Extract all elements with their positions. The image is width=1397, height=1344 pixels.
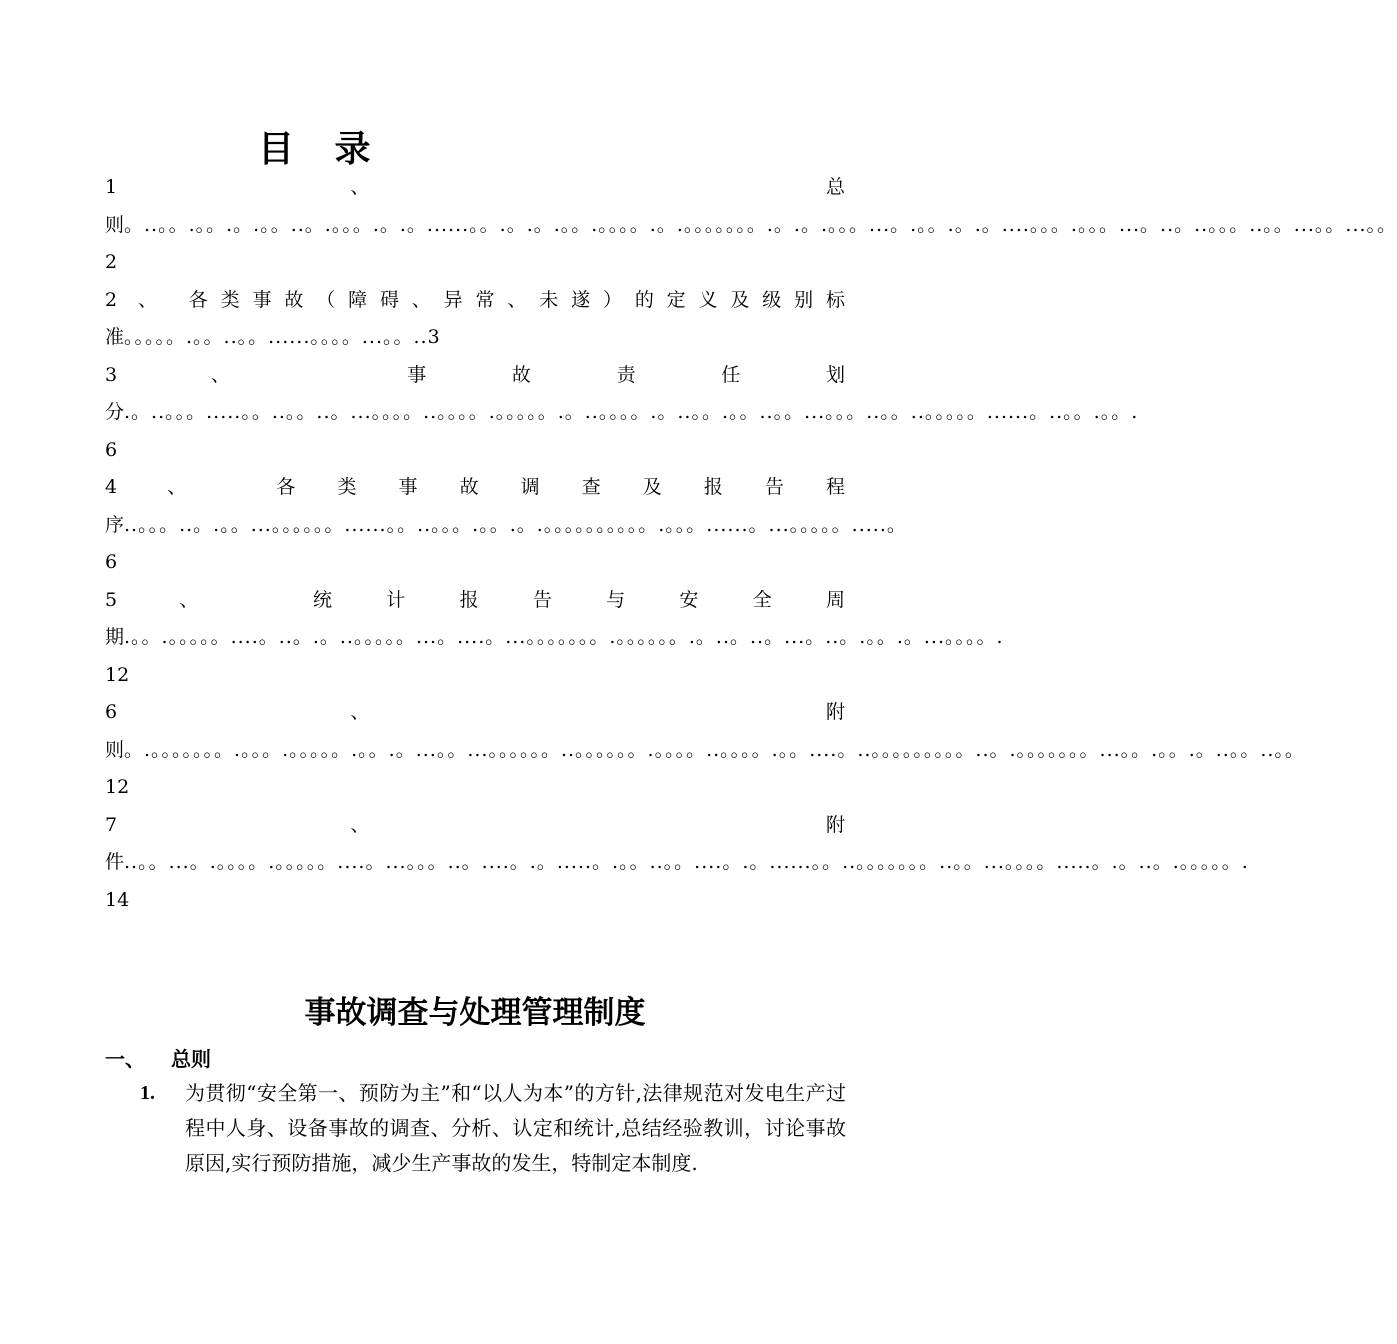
toc-entry-number: 5 [105,588,118,611]
toc-entry-number: 3 [105,363,118,386]
toc-entry-number: 6 [105,701,118,723]
toc-entry-2[interactable] [105,282,845,357]
toc-entry-4[interactable] [105,469,907,582]
toc-entry-separator: 、 [167,476,229,498]
toc-entry-title: 各类事故调查及报告程序 [105,476,845,536]
toc-entry-page: 3 [427,326,440,348]
toc-entry-5[interactable] [105,582,1004,695]
toc-entry-title: 事故责任划分 [105,363,845,423]
clause-number: 1. [140,1082,155,1104]
toc-entry-number: 1 [105,176,118,198]
toc-entry-separator: 、 [350,813,595,836]
toc-entry-page: 12 [105,663,130,686]
toc-entry-leader: .。。.。。。。。....。..。.。..。。。。。...。....。...。。。。。。。.。。。。。。.。..。..。...。..。.。。.。...。。。。. [124,626,1004,648]
section-number: 一、 [105,1047,145,1071]
section-title: 总则 [171,1047,211,1071]
toc-entry-separator: 、 [210,363,316,386]
toc-entry-leader: ..。。...。.。。。。.。。。。。....。...。。。..。....。.。.....。.。。..。。....。.。......。。..。。。。。。。..。。...。。。。.....。.。..。.。。。。。. [124,851,1249,873]
section-heading [105,1044,211,1074]
table-of-contents [105,169,1397,919]
toc-entry-3[interactable] [105,357,1139,470]
document-title: 事故调查与处理管理制度 [304,995,646,1031]
toc-entry-number: 7 [105,813,118,836]
toc-entry-leader: ..。。。..。.。。...。。。。。。......。。..。。。.。。.。.。。。。。。。。。。.。。。......。...。。。。。.....。 [124,513,907,536]
toc-title: 目 录 [258,128,385,170]
toc-entry-separator: 、 [138,288,170,311]
toc-entry-page: 6 [105,438,118,461]
toc-entry-separator: 、 [350,701,595,723]
toc-entry-leader: 。.。。。。。。。.。。。.。。。。。.。。.。...。。...。。。。。。..。。。。。。.。。。。..。。。。.。。....。..。。。。。。。。。..。.。。。。。。。...。。.。。.。..。。..。。 [124,738,1305,761]
toc-entry-page: 2 [105,251,118,273]
toc-entry-title: 附件 [105,813,845,873]
toc-entry-6[interactable] [105,694,1305,807]
toc-entry-separator: 、 [350,176,595,198]
clause-text: 为贯彻“安全第一、预防为主”和“以人为本”的方针,法律规范对发电生产过程中人身、设备事故的调查、分析、认定和统计,总结经验教训，讨论事故原因,实行预防措施，减少生产事故的发生，特制定本制度. [185,1081,846,1175]
toc-entry-page: 14 [105,888,130,911]
toc-entry-leader: 。。。。。.。。..。。......。。。。...。。.. [124,326,428,348]
toc-entry-title: 总则 [105,176,845,236]
toc-entry-number: 2 [105,288,118,311]
toc-entry-leader: .。..。。。.....。。..。。..。...。。。。..。。。。.。。。。。.。..。。。。.。..。。.。。..。。...。。。..。。..。。。。。......。..。。.。。. [124,401,1139,423]
toc-entry-leader: 。..。。.。。.。.。。..。.。。。.。.。......。。.。.。.。。.。。。。.。.。。。。。。。.。.。.。。。...。.。。.。.。....。。。.。。。...。..。..。。。..。。...。。...。。 [124,213,1397,236]
toc-entry-separator: 、 [179,588,253,611]
toc-entry-title: 统计报告与安全周期 [105,588,845,648]
toc-entry-page: 6 [105,551,118,573]
toc-entry-7[interactable] [105,807,1249,920]
toc-entry-number: 4 [105,476,118,498]
toc-entry-title: 各类事故（障碍、异常、未遂）的定义及级别标准 [105,288,845,348]
clause-item [140,1076,846,1181]
toc-entry-1[interactable] [105,169,1397,282]
toc-entry-title: 附则 [105,701,845,761]
toc-entry-page: 12 [105,776,130,798]
